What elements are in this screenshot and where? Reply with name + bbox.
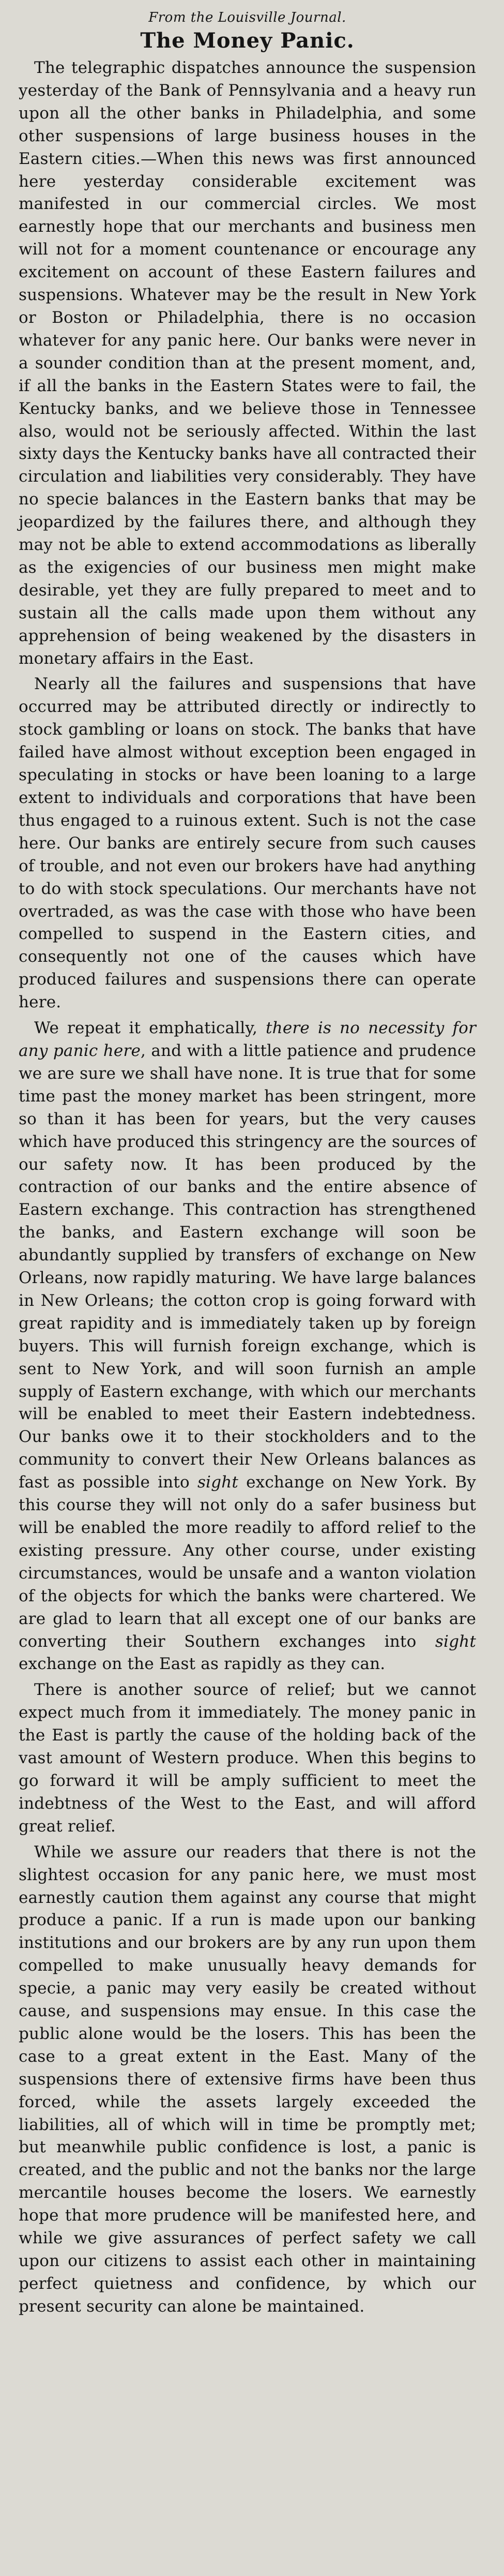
emphasis-text: sight [197,1473,239,1492]
emphasis-text: sight [435,1632,476,1651]
emphasis-text: there is no necessity for any panic here [19,1019,476,1060]
paragraph-text: Nearly all the failures and suspensions that have occurred may be attributed directly or indirectly to stock gambling or loans on stock. The banks that have failed have almost without exception been engaged in speculating in stocks or have been loaning to a large extent to individuals and corporations that have been thus engaged to a ruinous extent. Such is not the case here. Our banks are entirely secure from such causes of trouble, and not even our brokers have had anything to do with stock speculations. Our merchants have not overtraded, as was the case with those who have been compelled to suspend in the Eastern cities, and consequently not one of the causes which have produced failures and suspensions there can operate here. [19,675,476,1012]
paragraph-text: The telegraphic dispatches announce the suspension yesterday of the Bank of Pennsylvania and a heavy run upon all the other banks in Philadelphia, and some other suspensions of large business houses in the Eastern cities.—When this news was first announced here yesterday considerable excitement was manifested in our commercial circles. We most earnestly hope that our merchants and business men will not for a moment countenance or encourage any excitement on account of these Eastern failures and suspensions. Whatever may be the result in New York or Boston or Philadelphia, there is no occasion whatever for any panic here. Our banks were never in a sounder condition than at the present moment, and, if all the banks in the Eastern States were to fail, the Kentucky banks, and we believe those in Tennessee also, would not be seriously affected. Within the last sixty days the Kentucky banks have all contracted their circulation and liabilities very considerably. They have no specie balances in the Eastern banks that may be jeopardized by the failures there, and although they may not be able to extend accommodations as liberally as the exigencies of our business men might make desirable, yet they are fully prepared to meet and to sustain all the calls made upon them without any apprehension of being weakened by the disasters in monetary affairs in the East. [19,58,476,668]
source-line: From the Louisville Journal. [148,10,346,25]
paragraph-text: We repeat it emphatically, there is no necessity for any panic here, and with a little patience and prudence we are sure we shall have none. It is true that for some time past the money market has been stringent, more so than it has been for years, but the very causes which have produced this stringency are the sources of our safety now. It has been produced by the contraction of our banks and the entire absence of Eastern exchange. This contraction has strengthened the banks, and Eastern exchange will soon be abundantly supplied by transfers of exchange on New Orleans, now rapidly maturing. We have large balances in New Orleans; the cotton crop is going forward with great rapidity and is immediately taken up by foreign buyers. This will furnish foreign exchange, which is sent to New York, and will soon furnish an ample supply of Eastern exchange, with which our merchants will be enabled to meet their Eastern indebtedness. Our banks owe it to their stockholders and to the community to convert their New Orleans balances as fast as possible into sight exchange on New York. By this course they will not only do a safer business but will be enabled the more readily to afford relief to the existing pressure. Any other course, under existing circumstances, would be unsafe and a wanton violation of the objects for which the banks were chartered. We are glad to learn that all except one of our banks are converting their Southern exchanges into sight exchange on the East as rapidly as they can. [19,1019,476,1674]
headline: The Money Panic. [140,28,355,53]
paragraph-4 [19,1679,476,1838]
paragraph-text: While we assure our readers that there is not the slightest occasion for any panic here, we must most earnestly caution them against any course that might produce a panic. If a run is made upon our banking institutions and our brokers are by any run upon them compelled to make unusually heavy demands for specie, a panic may very easily be created without cause, and suspensions may ensue. In this case the public alone would be the losers. This has been the case to a great extent in the East. Many of the suspensions there of extensive firms have been thus forced, while the assets largely exceeded the liabilities, all of which will in time be promptly met; but meanwhile public confidence is lost, a panic is created, and the public and not the banks nor the large mercantile houses become the losers. We earnestly hope that more prudence will be manifested here, and while we give assurances of perfect safety we call upon our citizens to assist each other in maintaining perfect quietness and confidence, by which our present security can alone be maintained. [19,1842,476,2316]
paragraph-5 [19,1841,476,2318]
paragraph-text: There is another source of relief; but we cannot expect much from it immediately. The money panic in the East is partly the cause of the holding back of the vast amount of Western produce. When this begins to go forward it will be amply sufficient to meet the indebtness of the West to the East, and will afford great relief. [19,1680,476,1836]
paragraph-2 [19,673,476,1014]
paragraph-3 [19,1017,476,1676]
paragraph-1 [19,57,476,670]
